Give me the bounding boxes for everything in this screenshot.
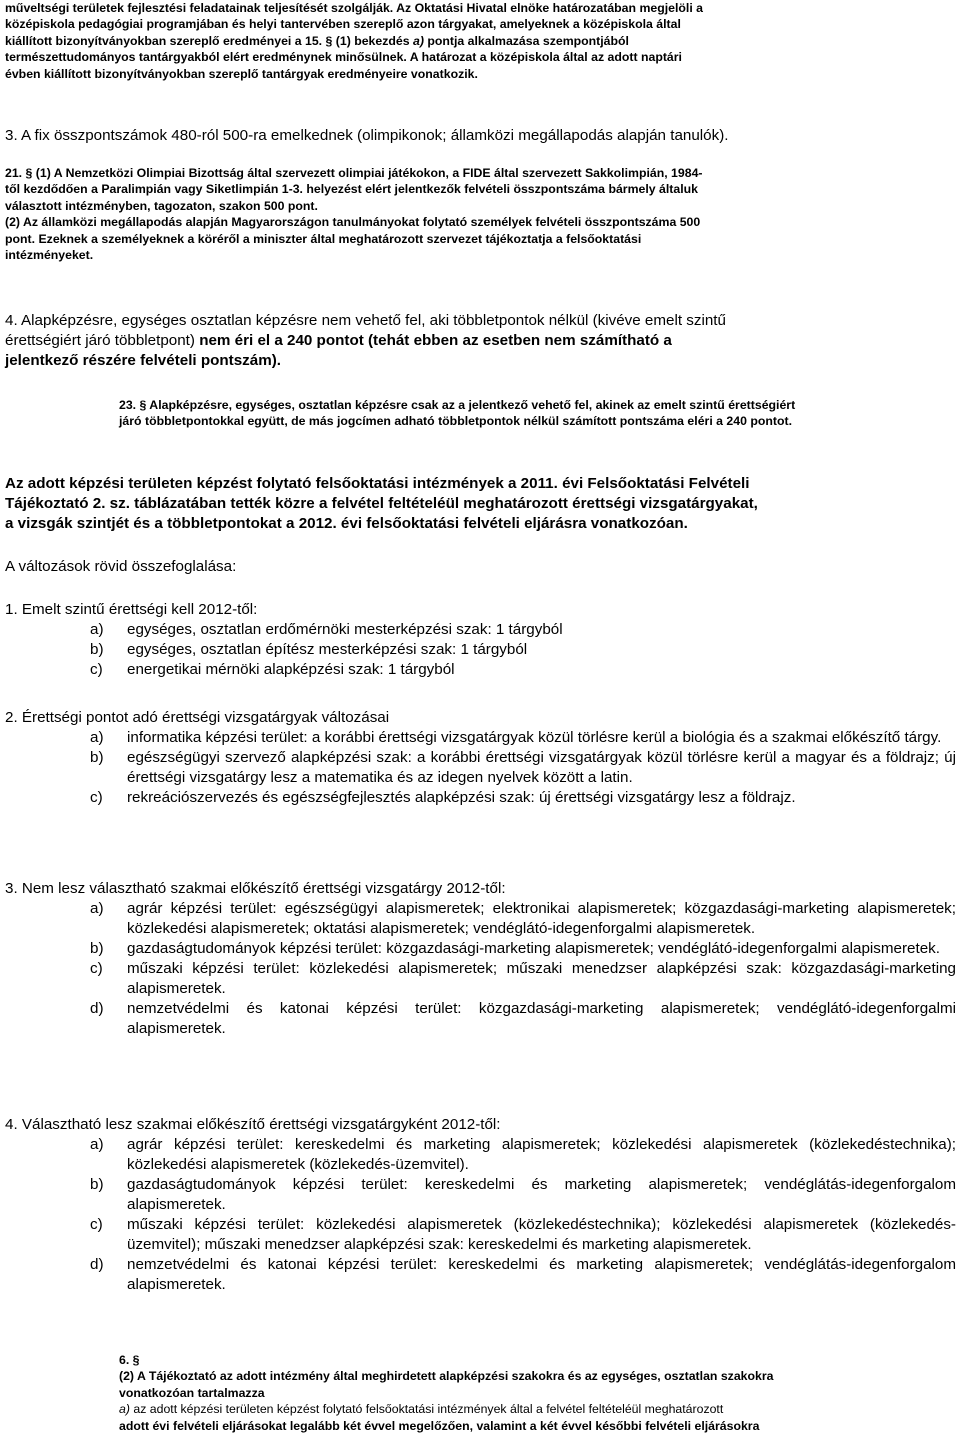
section-3-heading: 3. A fix összpontszámok 480-ról 500-ra emelkednek (olimpikonok; államközi megállapodás alapján tanulók). [5,127,729,144]
text-line: től kezdődően a Paralimpián vagy Siketlimpián 1-3. helyezést elért jelentkezők felvételi összpontszáma bármely általuk [5,182,698,197]
text-line: 21. § (1) A Nemzetközi Olimpiai Bizottság által szervezett olimpiai játékokon, a FIDE által szervezett Sakkolimpián, 1984- [5,166,703,180]
list-item-text: egészségügyi szervező alapképzési szak: a korábbi érettségi vizsgatárgyak közül törlésre kerül a magyar és a földrajz; új érettségi vizsgatárgy lesz a matematika és az idegen nyelvek között a latin. [127,749,956,786]
list-item-text: energetikai mérnöki alapképzési szak: 1 tárgyból [127,661,455,678]
paragraph-21 [5,165,956,263]
list-item-text: agrár képzési terület: egészségügyi alapismeretek; elektronikai alapismeretek; közgazdasági-marketing alapismeretek; közlekedési alapismeretek; oktatási alapismeretek; vendéglátó-idegenforgalmi alapismeretek. [127,900,956,937]
list-item [5,959,956,999]
text-line: középiskola pedagógiai programjában és helyi tantervében szereplő azon tárgyakat, amelyeknek a középiskola által [5,17,681,32]
list-item-text: gazdaságtudományok képzési terület: közgazdasági-marketing alapismeretek; vendéglátó-idegenforgalmi alapismeretek. [127,940,940,957]
list-item [5,640,956,660]
list-item-text: műszaki képzési terület: közlekedési alapismeretek; műszaki menedzser alapképzési szak: közgazdasági-marketing alapismeretek. [127,960,956,997]
change-list-2 [5,708,956,808]
paragraph-23 [119,397,956,430]
text-line: (2) A Tájékoztató az adott intézmény által meghirdetett alapképzési szakokra és az egységes, osztatlan szakokra [119,1369,774,1384]
list-marker: d) [90,1256,104,1273]
list-item-text: gazdaságtudományok képzési terület: kereskedelmi és marketing alapismeretek; vendéglátás-idegenforgalom alapismeretek. [127,1176,956,1213]
list-marker: d) [90,1000,104,1017]
list-item [5,939,956,959]
list-marker: a) [90,900,104,917]
text-line: a vizsgák szintjét és a többletpontokat a 2012. évi felsőoktatási felvételi eljárásra vonatkozóan. [5,515,688,532]
list-item [5,1135,956,1175]
text-line: 4. Alapképzésre, egységes osztatlan képzésre nem vehető fel, aki többletpontok nélkül (kivéve emelt szintű [5,312,726,329]
paragraph-number: 6. § [119,1353,140,1367]
list-item-text: egységes, osztatlan építész mesterképzési szak: 1 tárgyból [127,641,528,658]
list-item-text: nemzetvédelmi és katonai képzési terület: kereskedelmi és marketing alapismeretek; vendéglátás-idegenforgalom alapismeretek. [127,1256,956,1293]
list-item-text: informatika képzési terület: a korábbi érettségi vizsgatárgyak közül törlésre kerül a biológia és a szakmai előkészítő tárgy. [127,729,942,746]
text-line: 23. § Alapképzésre, egységes, osztatlan képzésre csak az a jelentkező vehető fel, akinek az emelt szintű érettségiért [119,398,796,412]
text-line: jelentkező részére felvételi pontszám). [5,352,282,369]
text-line: Tájékoztató 2. sz. táblázatában tették közre a felvétel feltételéül meghatározott érettségi vizsgatárgyakat, [5,495,758,512]
section-4-paragraph [5,311,956,371]
list-item [5,1215,956,1255]
paragraph-6 [119,1352,956,1434]
list-item-text: agrár képzési terület: kereskedelmi és marketing alapismeretek; közlekedési alapismeretek (közlekedéstechnika); közlekedési alapismeretek (közlekedés-üzemvitel). [127,1136,956,1173]
list-title: 1. Emelt szintű érettségi kell 2012-től: [5,601,258,618]
list-marker: c) [90,1216,103,1233]
text-line: érettségiért járó többletpont) nem éri el a 240 pontot (tehát ebben az esetben nem számítható a [5,332,672,349]
text-line: (2) Az államközi megállapodás alapján Magyarországon tanulmányokat folytató személyek felvételi összpontszáma 500 [5,215,701,230]
change-list-3 [5,879,956,1039]
list-marker: b) [90,1176,104,1193]
list-item [5,1175,956,1215]
change-list-1 [5,600,956,680]
list-item-text: rekreációszervezés és egészségfejlesztés alapképzési szak: új érettségi vizsgatárgy lesz a földrajz. [127,789,796,806]
list-marker: c) [90,960,103,977]
list-title: 3. Nem lesz választható szakmai előkészítő érettségi vizsgatárgy 2012-től: [5,880,506,897]
intro-paragraph [5,0,956,82]
list-title: 2. Érettségi pontot adó érettségi vizsgatárgyak változásai [5,709,390,726]
list-marker: a) [90,729,104,746]
list-item [5,660,956,680]
text-line: természettudományos tantárgyakból elért eredménynek minősülnek. A határozat a középiskola által az adott naptári [5,50,682,65]
list-item-text: műszaki képzési terület: közlekedési alapismeretek (közlekedéstechnika); közlekedési alapismeretek (közlekedés-üzemvitel); műszaki menedzser alapképzési szak: kereskedelmi és marketing alapismeretek. [127,1216,956,1253]
list-item [5,899,956,939]
list [5,620,956,680]
list-marker: b) [90,749,104,766]
list-marker: c) [90,661,103,678]
list-item [5,728,956,748]
text-line: Az adott képzési területen képzést folytató felsőoktatási intézmények a 2011. évi Felsőoktatási Felvételi [5,475,750,492]
list-item [5,620,956,640]
list-title: 4. Választható lesz szakmai előkészítő érettségi vizsgatárgyként 2012-től: [5,1116,501,1133]
text-line: járó többletpontokkal együtt, de más jogcímen adható többletpontok nélkül számított pontszáma eléri a 240 pontot. [119,414,792,429]
change-list-4 [5,1115,956,1295]
text-line: évben kiállított bizonyítványokban szereplő tantárgyak eredményeire vonatkozik. [5,66,478,81]
text-line: műveltségi területek fejlesztési feladatainak teljesítését szolgálják. Az Oktatási Hivatal elnöke határozatában megjelöli a [5,1,704,15]
summary-paragraph [5,474,956,534]
text-line: adott évi felvételi eljárásokat legalább két évvel megelőzően, valamint a két évvel későbbi felvételi eljárásokra [119,1418,760,1433]
list-marker: b) [90,940,104,957]
text-line: pont. Ezeknek a személyeknek a köréről a miniszter által meghatározott szervezet tájékoztatja a felsőoktatási [5,231,642,246]
text-line: a) az adott képzési területen képzést folytató felsőoktatási intézmények által a felvétel feltételéül meghatározott [119,1402,724,1417]
list-item [5,1255,956,1295]
list-marker: a) [90,1136,104,1153]
text-line: intézményeket. [5,248,94,263]
list [5,1135,956,1295]
list-marker: a) [90,621,104,638]
list-item-text: egységes, osztatlan erdőmérnöki mesterképzési szak: 1 tárgyból [127,621,563,638]
summary-intro: A változások rövid összefoglalása: [5,558,237,575]
text-line: kiállított bizonyítványokban szereplő eredményei a 15. § (1) bekezdés a) pontja alkalmazása szempontjából [5,33,629,48]
list [5,899,956,1039]
list-item [5,788,956,808]
list-marker: b) [90,641,104,658]
list-marker: c) [90,789,103,806]
list-item [5,748,956,788]
list-item-text: nemzetvédelmi és katonai képzési terület: közgazdasági-marketing alapismeretek; vendéglátó-idegenforgalmi alapismeretek. [127,1000,956,1037]
list [5,728,956,808]
text-line: vonatkozóan tartalmazza [119,1385,265,1400]
list-item [5,999,956,1039]
text-line: választott intézményben, tagozaton, szakon 500 pont. [5,198,318,213]
